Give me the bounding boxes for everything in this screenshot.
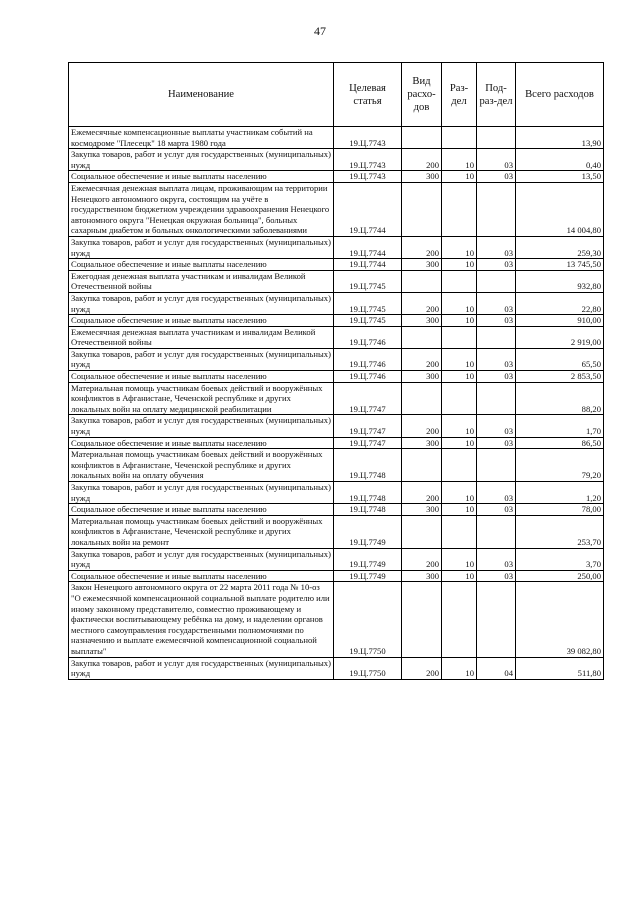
header-section: Раз-дел [442,63,477,127]
row-target: 19.Ц.7744 [334,236,402,258]
row-total: 910,00 [516,315,604,327]
row-kind [402,382,442,415]
row-section: 10 [442,482,477,504]
row-total: 39 082,80 [516,582,604,657]
row-target: 19.Ц.7745 [334,270,402,292]
row-name: Закупка товаров, работ и услуг для государственных (муниципальных) нужд [69,348,334,370]
row-kind: 200 [402,149,442,171]
row-target: 19.Ц.7745 [334,315,402,327]
row-section: 10 [442,236,477,258]
table-row [69,570,604,582]
row-section [442,382,477,415]
table-row [69,371,604,383]
row-subsection: 03 [477,236,516,258]
table-row [69,149,604,171]
row-subsection [477,449,516,482]
row-section: 10 [442,415,477,437]
row-section: 10 [442,315,477,327]
row-name: Закон Ненецкого автономного округа от 22 марта 2011 года № 10-оз "О ежемесячной компенсационной социальной выплате родителю или иному законному представителю, совместно проживающему и фактически воспитывающему ребёнка на дому, и наделении органов местного самоуправления государственными полномочиями по назначению и выплате ежемесячной компенсационной социальной выплаты" [69,582,334,657]
row-section: 10 [442,259,477,271]
row-name: Материальная помощь участникам боевых действий и вооружённых конфликтов в Афганистане, Чеченской республике и других локальных войн на ремонт [69,515,334,548]
row-subsection [477,182,516,236]
row-subsection: 03 [477,259,516,271]
row-total: 79,20 [516,449,604,482]
row-name: Ежемесячная денежная выплата участникам и инвалидам Великой Отечественной войны [69,326,334,348]
page-number: 47 [314,24,326,38]
row-kind [402,270,442,292]
table-row [69,437,604,449]
row-target: 19.Ц.7748 [334,482,402,504]
row-section [442,182,477,236]
row-target: 19.Ц.7744 [334,182,402,236]
table-row [69,382,604,415]
row-section: 10 [442,570,477,582]
table-header-row [69,63,604,127]
table-row [69,415,604,437]
row-section: 10 [442,371,477,383]
row-target: 19.Ц.7746 [334,371,402,383]
row-name: Закупка товаров, работ и услуг для государственных (муниципальных) нужд [69,236,334,258]
table-row [69,504,604,516]
row-subsection: 04 [477,657,516,679]
row-name: Социальное обеспечение и иные выплаты населению [69,570,334,582]
row-name: Социальное обеспечение и иные выплаты населению [69,437,334,449]
row-kind: 200 [402,548,442,570]
row-kind: 200 [402,292,442,314]
row-subsection [477,127,516,149]
row-target: 19.Ц.7749 [334,570,402,582]
row-total: 0,40 [516,149,604,171]
row-target: 19.Ц.7747 [334,415,402,437]
row-name: Материальная помощь участникам боевых действий и вооружённых конфликтов в Афганистане, Чеченской республике и других локальных войн на оплату медицинской реабилитации [69,382,334,415]
row-total: 65,50 [516,348,604,370]
row-subsection: 03 [477,504,516,516]
row-subsection: 03 [477,482,516,504]
row-total: 1,20 [516,482,604,504]
row-kind: 300 [402,371,442,383]
row-name: Закупка товаров, работ и услуг для государственных (муниципальных) нужд [69,415,334,437]
row-total: 13 745,50 [516,259,604,271]
row-kind [402,449,442,482]
row-kind: 300 [402,171,442,183]
row-kind: 300 [402,504,442,516]
row-section: 10 [442,171,477,183]
row-subsection [477,326,516,348]
header-subsection: Под-раз-дел [477,63,516,127]
row-kind: 300 [402,437,442,449]
row-kind: 200 [402,657,442,679]
table-row [69,515,604,548]
row-total: 86,50 [516,437,604,449]
row-total: 13,50 [516,171,604,183]
table-row [69,548,604,570]
row-total: 2 853,50 [516,371,604,383]
row-target: 19.Ц.7744 [334,259,402,271]
row-name: Социальное обеспечение и иные выплаты населению [69,371,334,383]
row-section [442,515,477,548]
row-target: 19.Ц.7743 [334,171,402,183]
table-row [69,326,604,348]
row-total: 253,70 [516,515,604,548]
row-section: 10 [442,548,477,570]
row-target: 19.Ц.7745 [334,292,402,314]
table-row [69,582,604,657]
row-subsection: 03 [477,371,516,383]
row-total: 3,70 [516,548,604,570]
header-total: Всего расходов [516,63,604,127]
row-total: 932,80 [516,270,604,292]
row-kind: 200 [402,348,442,370]
row-kind [402,582,442,657]
row-subsection: 03 [477,570,516,582]
row-section: 10 [442,437,477,449]
row-kind: 300 [402,570,442,582]
row-kind: 300 [402,259,442,271]
row-target: 19.Ц.7746 [334,348,402,370]
row-kind [402,127,442,149]
row-subsection: 03 [477,171,516,183]
row-total: 511,80 [516,657,604,679]
row-kind [402,515,442,548]
row-target: 19.Ц.7749 [334,548,402,570]
row-subsection [477,382,516,415]
row-name: Ежемесячная денежная выплата лицам, проживающим на территории Ненецкого автономного округа, состоящим на учёте в государственном бюджетном учреждении здравоохранения Ненецкого автономного округа "Ненецкая окружная больница", больных сахарным диабетом и больных онкологическими заболеваниями [69,182,334,236]
row-total: 2 919,00 [516,326,604,348]
row-target: 19.Ц.7743 [334,149,402,171]
table-row [69,482,604,504]
row-subsection: 03 [477,437,516,449]
table-row [69,270,604,292]
row-section [442,326,477,348]
table-row [69,292,604,314]
table-row [69,348,604,370]
row-subsection: 03 [477,348,516,370]
row-section [442,270,477,292]
row-name: Ежемесячные компенсационные выплаты участникам событий на космодроме "Плесецк" 18 марта 1980 года [69,127,334,149]
row-section: 10 [442,292,477,314]
row-total: 14 004,80 [516,182,604,236]
row-name: Закупка товаров, работ и услуг для государственных (муниципальных) нужд [69,292,334,314]
row-subsection: 03 [477,292,516,314]
row-total: 1,70 [516,415,604,437]
row-total: 88,20 [516,382,604,415]
row-kind [402,182,442,236]
row-kind: 300 [402,315,442,327]
row-kind: 200 [402,415,442,437]
row-name: Закупка товаров, работ и услуг для государственных (муниципальных) нужд [69,482,334,504]
row-kind [402,326,442,348]
table-row [69,127,604,149]
row-kind: 200 [402,482,442,504]
row-section [442,449,477,482]
row-section: 10 [442,149,477,171]
row-section: 10 [442,504,477,516]
row-name: Социальное обеспечение и иные выплаты населению [69,315,334,327]
header-target: Целевая статья [334,63,402,127]
row-target: 19.Ц.7748 [334,449,402,482]
row-target: 19.Ц.7747 [334,382,402,415]
row-total: 250,00 [516,570,604,582]
row-target: 19.Ц.7750 [334,582,402,657]
row-subsection [477,582,516,657]
row-name: Материальная помощь участникам боевых действий и вооружённых конфликтов в Афганистане, Чеченской республике и других локальных войн на оплату обучения [69,449,334,482]
table-row [69,449,604,482]
row-target: 19.Ц.7746 [334,326,402,348]
row-subsection: 03 [477,315,516,327]
row-target: 19.Ц.7749 [334,515,402,548]
row-target: 19.Ц.7750 [334,657,402,679]
row-total: 78,00 [516,504,604,516]
table-row [69,171,604,183]
row-subsection [477,270,516,292]
row-target: 19.Ц.7747 [334,437,402,449]
row-name: Социальное обеспечение и иные выплаты населению [69,504,334,516]
row-name: Закупка товаров, работ и услуг для государственных (муниципальных) нужд [69,548,334,570]
row-total: 22,80 [516,292,604,314]
row-section [442,582,477,657]
row-target: 19.Ц.7748 [334,504,402,516]
row-section: 10 [442,348,477,370]
header-name: Наименование [69,63,334,127]
row-section [442,127,477,149]
row-name: Социальное обеспечение и иные выплаты населению [69,171,334,183]
row-name: Закупка товаров, работ и услуг для государственных (муниципальных) нужд [69,657,334,679]
header-kind: Вид расхо-дов [402,63,442,127]
row-subsection [477,515,516,548]
row-subsection: 03 [477,149,516,171]
row-subsection: 03 [477,415,516,437]
row-subsection: 03 [477,548,516,570]
row-name: Социальное обеспечение и иные выплаты населению [69,259,334,271]
table-row [69,315,604,327]
row-section: 10 [442,657,477,679]
row-total: 259,30 [516,236,604,258]
table-row [69,182,604,236]
row-kind: 200 [402,236,442,258]
table-row [69,657,604,679]
row-target: 19.Ц.7743 [334,127,402,149]
budget-table [68,62,604,680]
table-row [69,236,604,258]
row-name: Закупка товаров, работ и услуг для государственных (муниципальных) нужд [69,149,334,171]
table-row [69,259,604,271]
row-total: 13,90 [516,127,604,149]
row-name: Ежегодная денежная выплата участникам и инвалидам Великой Отечественной войны [69,270,334,292]
